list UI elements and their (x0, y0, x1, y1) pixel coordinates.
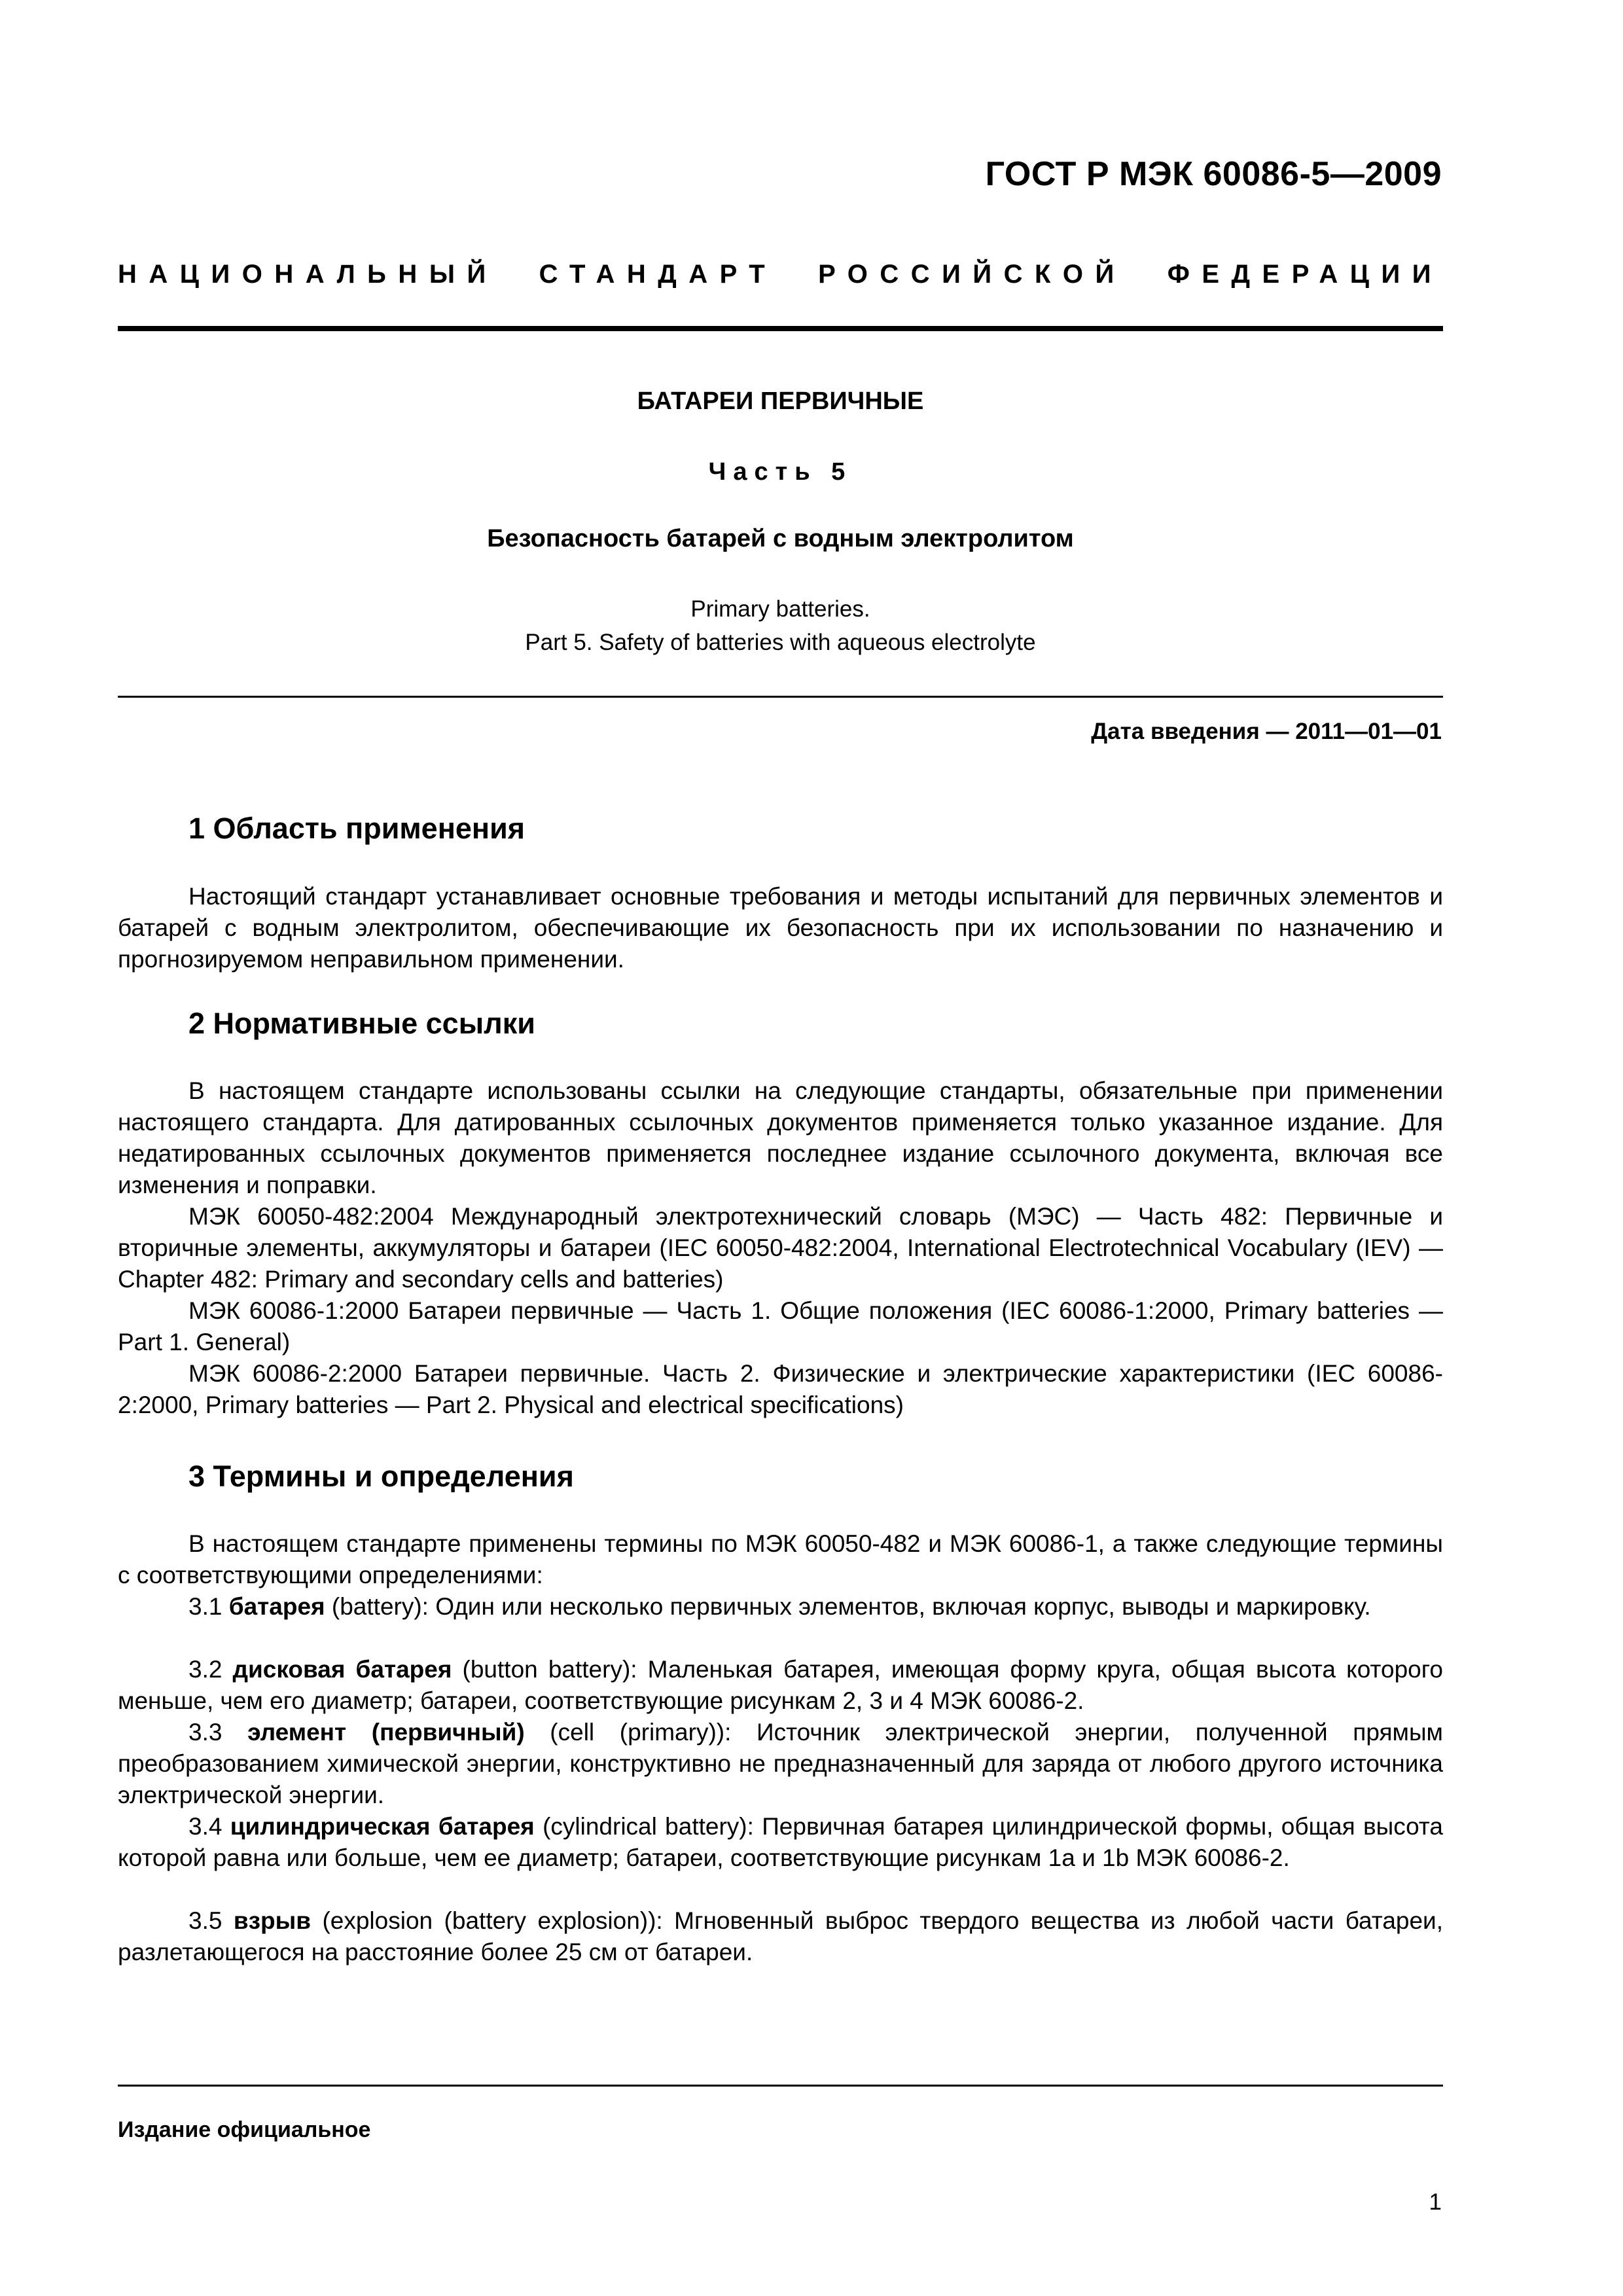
banner-word: ФЕДЕРАЦИИ (1167, 260, 1443, 289)
document-title: БАТАРЕИ ПЕРВИЧНЫЕ (637, 387, 924, 415)
official-edition-label: Издание официальное (118, 2117, 371, 2142)
national-standard-banner (118, 260, 1443, 289)
term-name: цилиндрическая батарея (230, 1813, 535, 1840)
term-definition (118, 1654, 1443, 1717)
section-heading: 2 Нормативные ссылки (188, 1007, 535, 1040)
term-text: (cell (primary)): Источник электрической энергии, полученной прямым преобразованием химической энергии, конструктивно не предназначенный для заряда от любого другого источника электрической энергии. (118, 1719, 1443, 1808)
section-heading: 1 Область применения (188, 812, 526, 845)
paragraph: В настоящем стандарте использованы ссылки на следующие стандарты, обязательные при применении настоящего стандарта. Для датированных ссылочных документов применяется только указанное издание. Для недатированных ссылочных документов применяется последнее издание ссылочного документа, включая все изменения и поправки. (118, 1077, 1443, 1198)
english-title (118, 592, 1443, 659)
term-name: батарея (228, 1593, 325, 1620)
section-heading: 3 Термины и определения (188, 1460, 574, 1493)
english-title-line: Primary batteries. (690, 596, 870, 622)
term-text: (cylindrical battery): Первичная батарея цилиндрической формы, общая высота которой равна или больше, чем ее диаметр; батареи, соответствующие рисункам 1а и 1b МЭК 60086-2. (118, 1813, 1443, 1871)
term-name: элемент (первичный) (247, 1719, 525, 1746)
term-name: дисковая батарея (232, 1656, 452, 1683)
paragraph: МЭК 60086-1:2000 Батареи первичные — Часть 1. Общие положения (IEC 60086-1:2000, Primary batteries — Part 1. General) (118, 1297, 1443, 1355)
title-rule (118, 696, 1443, 698)
banner-word: РОССИЙСКОЙ (818, 260, 1126, 289)
document-subtitle: Безопасность батарей с водным электролитом (487, 525, 1074, 552)
paragraph: Настоящий стандарт устанавливает основные требования и методы испытаний для первичных элементов и батарей с водным электролитом, обеспечивающие их безопасность при их использовании по назначению и прогнозируемом неправильном применении. (118, 883, 1443, 973)
term-number: 3.1 (188, 1593, 223, 1620)
document-part: Часть 5 (708, 458, 853, 486)
term-text: (explosion (battery explosion)): Мгновенный выброс твердого вещества из любой части батареи, разлетающегося на расстояние более 25 см от батареи. (118, 1907, 1444, 1965)
term-number: 3.2 (188, 1656, 223, 1683)
banner-word: СТАНДАРТ (539, 260, 777, 289)
document-number: ГОСТ Р МЭК 60086-5—2009 (985, 155, 1442, 193)
page-number: 1 (1429, 2189, 1442, 2215)
term-name: взрыв (233, 1907, 311, 1934)
term-definition (118, 1905, 1443, 1968)
date-of-introduction: Дата введения — 2011—01—01 (1091, 719, 1442, 744)
paragraph: МЭК 60050-482:2004 Международный электротехнический словарь (МЭС) — Часть 482: Первичные и вторичные элементы, аккумуляторы и батареи (IEC 60050-482:2004, International Electrotechnical Vocabulary (IEV) — Chapter 482: Primary and secondary cells and batteries) (118, 1203, 1443, 1293)
english-title-line: Part 5. Safety of batteries with aqueous electrolyte (525, 630, 1036, 655)
term-text: (button battery): Маленькая батарея, имеющая форму круга, общая высота которого меньше, чем его диаметр; батареи, соответствующие рисункам 2, 3 и 4 МЭК 60086-2. (118, 1656, 1443, 1714)
term-number: 3.4 (188, 1813, 223, 1840)
header-rule (118, 326, 1443, 331)
banner-word: НАЦИОНАЛЬНЫЙ (118, 260, 498, 289)
footer-rule (118, 2085, 1443, 2087)
term-definition (118, 1717, 1443, 1811)
paragraph: В настоящем стандарте применены термины по МЭК 60050-482 и МЭК 60086-1, а также следующие термины с соответствующими определениями: (118, 1530, 1443, 1588)
term-number: 3.3 (188, 1719, 223, 1746)
term-definition (118, 1811, 1443, 1874)
term-text: (battery): Один или несколько первичных элементов, включая корпус, выводы и маркировку. (325, 1593, 1371, 1620)
term-number: 3.5 (188, 1907, 223, 1934)
term-definition (118, 1591, 1443, 1623)
paragraph: МЭК 60086-2:2000 Батареи первичные. Часть 2. Физические и электрические характеристики (IEC 60086-2:2000, Primary batteries — Part 2. Physical and electrical specifications) (118, 1360, 1443, 1418)
